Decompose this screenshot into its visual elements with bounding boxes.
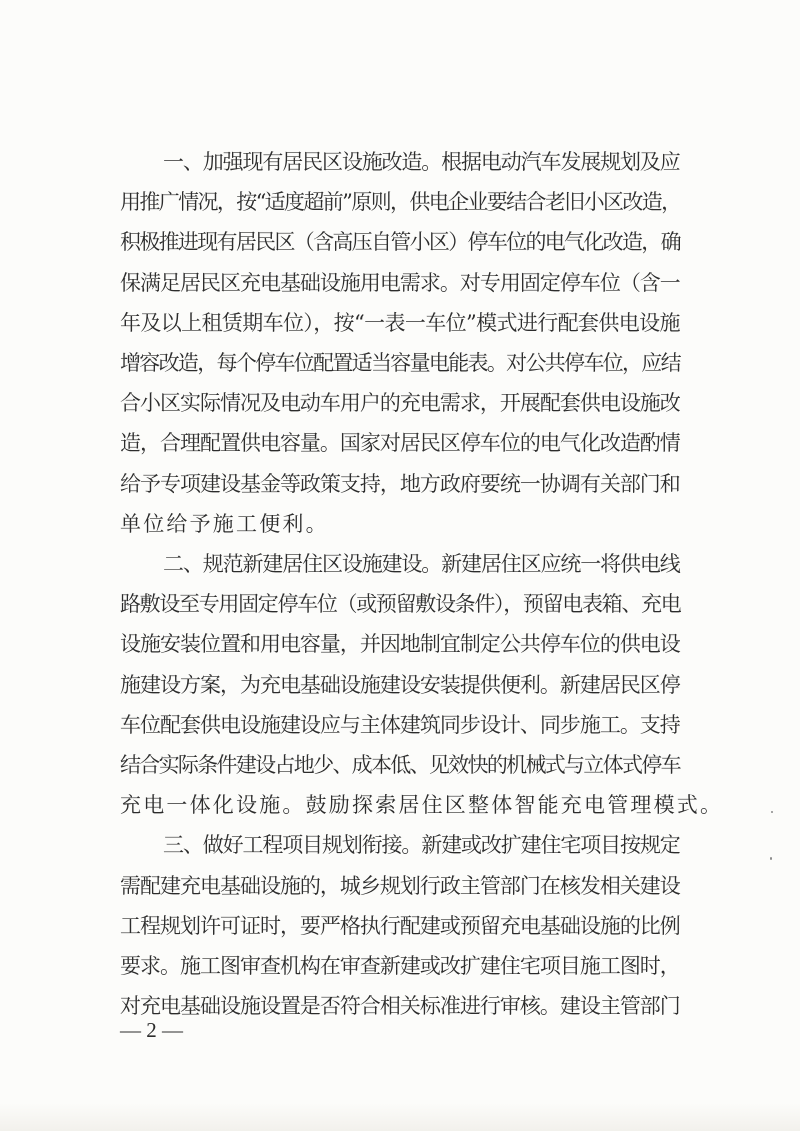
paragraph-2-line-6: 结合实际条件建设占地少、成本低、见效快的机械式与立体式停车 <box>120 753 680 777</box>
paragraph-3-line-4: 要求。施工图审查机构在审查新建或改扩建住宅项目施工图时， <box>120 954 680 978</box>
paragraph-1-line-8: 造，合理配置供电容量。国家对居民区停车位的电气化改造酌情 <box>120 431 680 455</box>
paragraph-2-line-3: 设施安装位置和用电容量，并因地制宜制定公共停车位的供电设 <box>120 632 680 656</box>
paragraph-1-line-6: 增容改造，每个停车位配置适当容量电能表。对公共停车位，应结 <box>120 351 680 375</box>
paragraph-3-line-1: 三、做好工程项目规划衔接。新建或改扩建住宅项目按规定 <box>163 833 680 857</box>
paragraph-3-line-2: 需配建充电基础设施的，城乡规划行政主管部门在核发相关建设 <box>120 874 680 898</box>
paragraph-1-line-2: 用推广情况，按“适度超前”原则，供电企业要结合老旧小区改造， <box>120 190 681 214</box>
paragraph-1-line-10: 单位给予施工便利。 <box>120 512 329 536</box>
paragraph-1-line-9: 给予专项建设基金等政策支持，地方政府要统一协调有关部门和 <box>120 472 680 496</box>
paragraph-2-line-5: 车位配套供电设施建设应与主体建筑同步设计、同步施工。支持 <box>120 713 680 737</box>
scan-speck <box>771 811 773 813</box>
paragraph-3-line-3: 工程规划许可证时，要严格执行配建或预留充电基础设施的比例 <box>120 914 680 938</box>
scan-speck <box>770 857 772 860</box>
paragraph-1-line-7: 合小区实际情况及电动车用户的充电需求，开展配套供电设施改 <box>120 391 680 415</box>
paragraph-2-line-1: 二、规范新建居住区设施建设。新建居住区应统一将供电线 <box>163 552 680 576</box>
paragraph-2-line-7: 充电一体化设施。鼓励探索居住区整体智能充电管理模式。 <box>120 793 724 817</box>
page-number: — 2 — <box>120 1018 183 1042</box>
paragraph-2-line-2: 路敷设至专用固定停车位（或预留敷设条件），预留电表箱、充电 <box>120 592 681 616</box>
paragraph-3-line-5: 对充电基础设施设置是否符合相关标准进行审核。建设主管部门 <box>120 994 680 1018</box>
paragraph-1-line-4: 保满足居民区充电基础设施用电需求。对专用固定停车位（含一 <box>120 271 680 295</box>
paragraph-1-line-3: 积极推进现有居民区（含高压自管小区）停车位的电气化改造，确 <box>120 230 680 254</box>
scan-edge-shading <box>0 1103 800 1131</box>
paragraph-2-line-4: 施建设方案，为充电基础设施建设安装提供便利。新建居民区停 <box>120 673 680 697</box>
paragraph-1-line-1: 一、加强现有居民区设施改造。根据电动汽车发展规划及应 <box>163 150 680 174</box>
paragraph-1-line-5: 年及以上租赁期车位），按“一表一车位”模式进行配套供电设施 <box>120 311 680 335</box>
